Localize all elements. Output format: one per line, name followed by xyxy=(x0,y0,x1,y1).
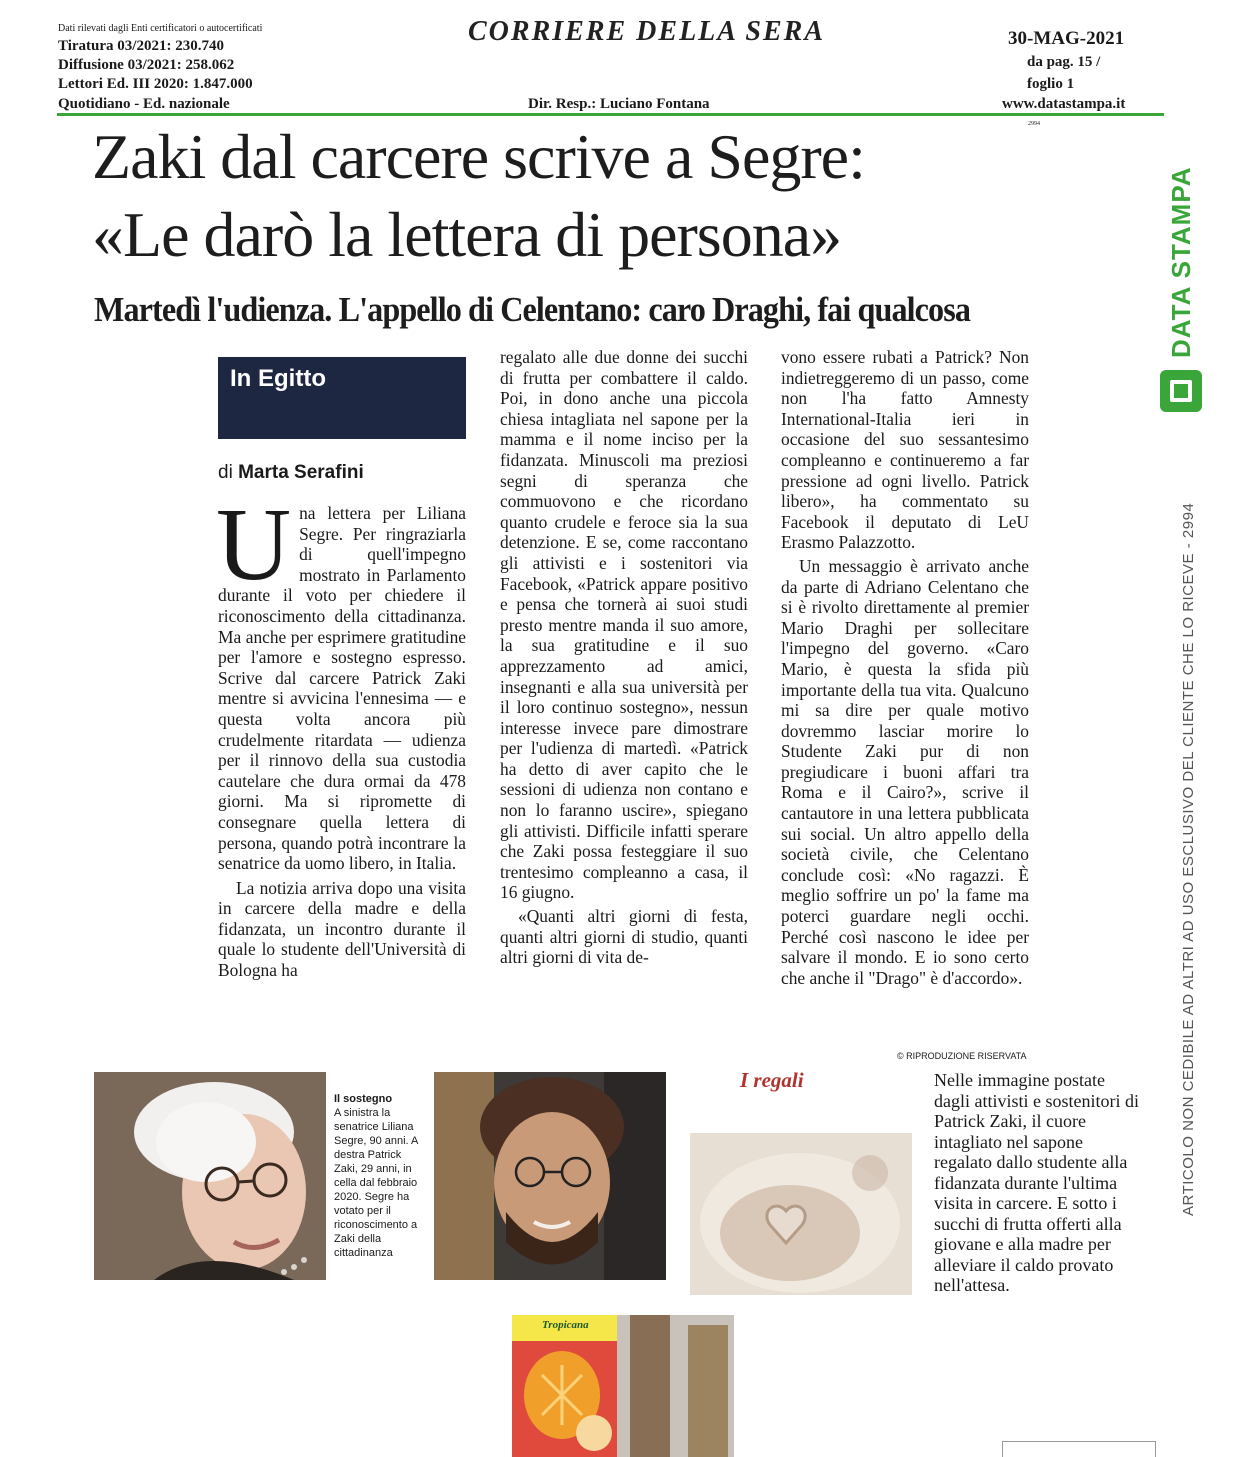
juice-brand-label: Tropicana xyxy=(542,1319,589,1331)
issue-date: 30-MAG-2021 xyxy=(1008,28,1125,49)
drop-cap: U xyxy=(216,487,292,602)
col3-paragraph-1: vono essere rubati a Patrick? Non indietreggeremo di un passo, come non l'ha fatto Amnesty International-Italia ieri in occasione del suo sessantesimo compleanno e continueremo a far pressione ad ogni livello. Patrick libero», ha commentato su Facebook il deputato di LeU Erasmo Palazzotto. xyxy=(781,347,1029,553)
photo-juice-boxes xyxy=(512,1315,734,1457)
data-stampa-logo-icon xyxy=(1160,370,1202,412)
gifts-caption: Nelle immagine postate dagli attivisti e sostenitori di Patrick Zaki, il cuore intagliato nel sapone regalato dallo studente alla fidanzata durante l'ultima visita in carcere. E sotto i succhi di frutta offerti alla giovane e alla madre per alleviare il caldo provato nell'attesa. xyxy=(934,1070,1139,1295)
zaki-selfie-illustration xyxy=(434,1072,666,1280)
caption-title: Il sostegno xyxy=(334,1093,393,1105)
col2-paragraph-1: regalato alle due donne dei succhi di frutta per combattere il caldo. Poi, in dono anche una piccola chiesa intagliata nel sapone per la mamma e il nome inciso per la fidanzata. Minuscoli ma preziosi segni di speranza che commuovono e che ricordano quanto crudele e feroce sia la sua detenzione. E se, come raccontano gli attivisti e i sostenitori via Facebook, «Patrick appare positivo e pensa che tornerà ai suoi studi presto mentre manda il suo amore, la sua gratitudine e il suo apprezzamento ad amici, insegnanti e alla sua università per il loro continuo sostegno», nessun interesse invece pare dimostrare per l'udienza di martedì. «Patrick ha detto di aver capito che le sessioni di udienza non contano e non lo faranno uscire», spiegano gli attivisti. Difficile infatti sperare che Zaki possa festeggiare il suo trentesimo compleanno a casa, il 16 giugno. xyxy=(500,347,748,903)
article-column-2 xyxy=(500,347,748,968)
col1-paragraph-1: na lettera per Liliana Segre. Per ringraziarla di quell'impegno mostrato in Parlamento durante il voto per chiedere il riconoscimento della cittadinanza. Ma anche per esprimere gratitudine per l'amore e sostegno espresso. Scrive dal carcere Patrick Zaki mentre si avvicina l'ennesima — e questa volta ancora più crudelmente ritardata — udienza per il rinnovo della sua custodia cautelare che dura ormai da 478 giorni. Ma si ripromette di consegnare quella lettera di persona, quando potrà incontrare la senatrice da uomo libero, in Italia. xyxy=(218,503,466,874)
headline-line-1: Zaki dal carcere scrive a Segre: xyxy=(92,121,865,192)
source-note: Dati rilevati dagli Enti certificatori o autocertificati xyxy=(58,23,263,34)
data-stampa-brand: DATA STAMPA xyxy=(1166,166,1196,358)
lettori-line: Lettori Ed. III 2020: 1.847.000 xyxy=(58,76,253,92)
photo-patrick-zaki xyxy=(434,1072,666,1280)
diffusione-line: Diffusione 03/2021: 258.062 xyxy=(58,57,235,73)
page-ref: da pag. 15 / xyxy=(1027,54,1101,70)
foglio: foglio 1 xyxy=(1027,76,1075,92)
byline-author: Marta Serafini xyxy=(238,462,364,483)
col1-paragraph-2: La notizia arriva dopo una visita in carcere della madre e della fidanzata, un incontro durante il quale lo studente dell'Università di Bologna ha xyxy=(218,877,466,981)
gifts-title: I regali xyxy=(740,1068,804,1092)
kicker-label: In Egitto xyxy=(230,365,326,392)
col3-paragraph-2: Un messaggio è arrivato anche da parte di Adriano Celentano che si è rivolto direttamente al premier Mario Draghi per sollecitare l'impegno del governo. «Caro Mario, è questa la sfida più importante della tua vita. Qualcuno mi sa dire per quale motivo dovremmo lasciar morire lo Studente Zaki pur di non pregiudicare i buoni affari tra Roma e il Cairo?», scrive il cantautore in una lettera pubblicata sui social. Un altro appello della società civile, che Celentano conclude così: «No ragazzi. È meglio soffrire un po' la fame ma poterci guardare negli occhi. Perché così nascono le idee per salvare il mondo. E io sono certo che anche il "Drago" è d'accordo». xyxy=(781,555,1029,988)
section-kicker xyxy=(218,357,466,439)
small-footer-box xyxy=(1002,1441,1156,1457)
byline xyxy=(218,462,364,484)
header-divider xyxy=(57,113,1164,116)
col2-paragraph-2: «Quanti altri giorni di festa, quanti altri giorni di studio, quanti altri giorni di vita de- xyxy=(500,906,748,968)
photo-soap-heart xyxy=(690,1133,912,1295)
caption-body: A sinistra la senatrice Liliana Segre, 90 anni. A destra Patrick Zaki, 29 anni, in cella dal febbraio 2020. Segre ha votato per il riconoscimento a Zaki della cittadinanza xyxy=(334,1107,418,1259)
masthead: CORRIERE DELLA SERA xyxy=(468,16,826,47)
soap-heart-illustration xyxy=(690,1133,912,1295)
juice-boxes-illustration xyxy=(512,1315,734,1457)
headline-line-2: «Le darò la lettera di persona» xyxy=(92,199,842,270)
photo-liliana-segre xyxy=(94,1072,326,1280)
tiratura-line: Tiratura 03/2021: 230.740 xyxy=(58,38,224,54)
photo-caption xyxy=(334,1092,426,1260)
quotidiano-line: Quotidiano - Ed. nazionale xyxy=(58,96,230,112)
subheadline: Martedì l'udienza. L'appello di Celentano: caro Draghi, fai qualcosa xyxy=(94,290,971,329)
segre-portrait-illustration xyxy=(94,1072,326,1280)
byline-prefix: di xyxy=(218,462,233,483)
website: www.datastampa.it xyxy=(1002,96,1126,112)
article-column-3 xyxy=(781,347,1029,988)
copyright-note: © RIPRODUZIONE RISERVATA xyxy=(897,1051,1027,1061)
director-line: Dir. Resp.: Luciano Fontana xyxy=(528,96,710,112)
tiny-code: 2994 xyxy=(1028,121,1040,127)
article-column-1 xyxy=(216,487,466,981)
sidebar-notice: ARTICOLO NON CEDIBILE AD ALTRI AD USO ESCLUSIVO DEL CLIENTE CHE LO RICEVE - 2994 xyxy=(1180,502,1197,1216)
